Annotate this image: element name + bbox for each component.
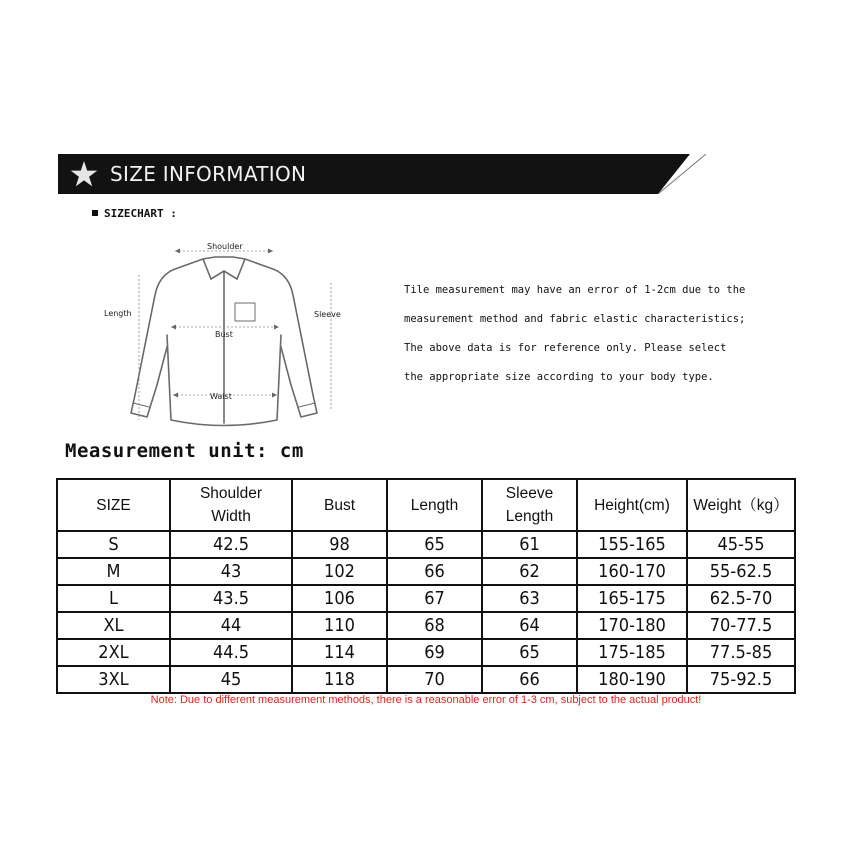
- note-line: measurement method and fabric elastic characteristics;: [404, 313, 746, 325]
- cell-bust: 102: [292, 558, 387, 585]
- cell-shoulder-width: 43: [170, 558, 292, 585]
- cell-length: 65: [387, 531, 482, 558]
- cell-size: XL: [57, 612, 170, 639]
- star-icon: [70, 160, 98, 188]
- note-line: Tile measurement may have an error of 1-2cm due to the: [404, 284, 746, 296]
- cell-sleeve-length: 62: [482, 558, 577, 585]
- cell-height: 165-175: [577, 585, 687, 612]
- measurement-notes: [404, 283, 804, 399]
- size-table: [56, 478, 796, 694]
- cell-weight: 55-62.5: [687, 558, 795, 585]
- cell-height: 175-185: [577, 639, 687, 666]
- banner-title: SIZE INFORMATION: [110, 162, 307, 186]
- cell-sleeve-length: 64: [482, 612, 577, 639]
- cell-size: L: [57, 585, 170, 612]
- cell-length: 66: [387, 558, 482, 585]
- cell-bust: 114: [292, 639, 387, 666]
- header-shoulder-width: Shoulder Width: [170, 479, 292, 531]
- header-height: Height(cm): [577, 479, 687, 531]
- table-header-row: [57, 479, 795, 531]
- cell-weight: 70-77.5: [687, 612, 795, 639]
- cell-sleeve-length: 65: [482, 639, 577, 666]
- cell-shoulder-width: 44.5: [170, 639, 292, 666]
- note-line: the appropriate size according to your body type.: [404, 371, 714, 383]
- cell-shoulder-width: 45: [170, 666, 292, 693]
- header-sleeve-length: Sleeve Length: [482, 479, 577, 531]
- header-bust: Bust: [292, 479, 387, 531]
- shoulder-label: Shoulder: [207, 242, 243, 251]
- table-row: [57, 612, 795, 639]
- table-row: [57, 585, 795, 612]
- cell-sleeve-length: 61: [482, 531, 577, 558]
- shirt-measurement-diagram: [95, 235, 365, 440]
- cell-length: 70: [387, 666, 482, 693]
- header-length: Length: [387, 479, 482, 531]
- cell-length: 67: [387, 585, 482, 612]
- cell-size: M: [57, 558, 170, 585]
- cell-length: 68: [387, 612, 482, 639]
- cell-size: S: [57, 531, 170, 558]
- cell-shoulder-width: 43.5: [170, 585, 292, 612]
- cell-sleeve-length: 66: [482, 666, 577, 693]
- cell-shoulder-width: 42.5: [170, 531, 292, 558]
- table-row: [57, 639, 795, 666]
- sizechart-label: [92, 207, 177, 220]
- cell-bust: 110: [292, 612, 387, 639]
- sleeve-label: Sleeve: [314, 310, 341, 319]
- cell-weight: 45-55: [687, 531, 795, 558]
- header-weight: Weight（kg）: [687, 479, 795, 531]
- sizechart-label-text: SIZECHART :: [104, 207, 177, 220]
- cell-weight: 75-92.5: [687, 666, 795, 693]
- table-row: [57, 558, 795, 585]
- cell-bust: 106: [292, 585, 387, 612]
- cell-weight: 77.5-85: [687, 639, 795, 666]
- table-row: [57, 531, 795, 558]
- cell-weight: 62.5-70: [687, 585, 795, 612]
- bust-label: Bust: [215, 330, 233, 339]
- cell-length: 69: [387, 639, 482, 666]
- cell-height: 155-165: [577, 531, 687, 558]
- cell-size: 3XL: [57, 666, 170, 693]
- cell-bust: 118: [292, 666, 387, 693]
- footnote-warning: Note: Due to different measurement methods, there is a reasonable error of 1-3 cm, subject to the actual product!: [150, 694, 702, 706]
- cell-shoulder-width: 44: [170, 612, 292, 639]
- header-size: SIZE: [57, 479, 170, 531]
- cell-height: 160-170: [577, 558, 687, 585]
- bullet-square-icon: [92, 210, 98, 216]
- measurement-unit: Measurement unit: cm: [65, 440, 304, 462]
- size-information-banner: [58, 154, 708, 194]
- length-label: Length: [104, 309, 132, 318]
- table-row: [57, 666, 795, 693]
- cell-height: 170-180: [577, 612, 687, 639]
- cell-height: 180-190: [577, 666, 687, 693]
- waist-label: Waist: [210, 392, 232, 401]
- cell-size: 2XL: [57, 639, 170, 666]
- note-line: The above data is for reference only. Please select: [404, 342, 727, 354]
- cell-bust: 98: [292, 531, 387, 558]
- cell-sleeve-length: 63: [482, 585, 577, 612]
